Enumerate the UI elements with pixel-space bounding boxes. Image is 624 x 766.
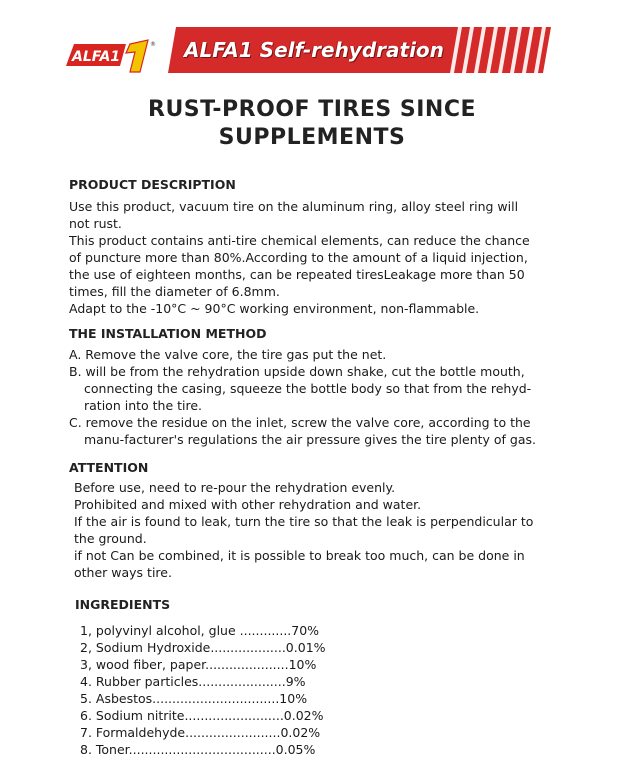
ingredient-item: 8. Toner.....................................0.05% [80, 742, 316, 757]
installation-step-b-continued: connecting the casing, squeeze the bottle body so that from the rehyd- [84, 381, 532, 396]
installation-step-a: A. Remove the valve core, the tire gas put the net. [69, 347, 387, 362]
banner-title: ALFA1 Self-rehydration [184, 38, 444, 62]
alfa1-logo [60, 38, 160, 74]
page-title [0, 96, 624, 152]
installation-step-b-continued: ration into the tire. [84, 398, 203, 413]
ingredient-item: 2, Sodium Hydroxide...................0.01% [80, 640, 326, 655]
attention-line: other ways tire. [74, 565, 172, 580]
ingredient-item: 3, wood fiber, paper.....................10% [80, 657, 317, 672]
ingredient-item: 1, polyvinyl alcohol, glue .............70% [80, 623, 320, 638]
installation-step-b: B. will be from the rehydration upside down shake, cut the bottle mouth, [69, 364, 525, 379]
installation-step-c-continued: manu-facturer's regulations the air pressure gives the tire plenty of gas. [84, 432, 537, 447]
product-description-heading: PRODUCT DESCRIPTION [69, 177, 236, 192]
attention-line: If the air is found to leak, turn the tire so that the leak is perpendicular to [74, 514, 534, 529]
ingredient-item: 5. Asbestos................................10% [80, 691, 308, 706]
installation-method-heading: THE INSTALLATION METHOD [69, 326, 267, 341]
logo-registered-mark: ® [150, 41, 156, 48]
ingredients-list [80, 622, 326, 758]
page-title-line-1: RUST-PROOF TIRES SINCE [148, 97, 476, 122]
ingredient-item: 6. Sodium nitrite.........................0.02% [80, 708, 324, 723]
description-line: This product contains anti-tire chemical elements, can reduce the chance [69, 233, 530, 248]
description-line: Use this product, vacuum tire on the aluminum ring, alloy steel ring will [69, 199, 519, 214]
attention-line: the ground. [74, 531, 147, 546]
page-title-line-2: SUPPLEMENTS [218, 125, 406, 150]
ingredients-heading: INGREDIENTS [75, 597, 171, 612]
installation-step-c: C. remove the residue on the inlet, screw the valve core, according to the [69, 415, 531, 430]
logo-text: ALFA1 [72, 49, 121, 65]
attention-line: Before use, need to re-pour the rehydration evenly. [74, 480, 396, 495]
description-line: the use of eighteen months, can be repeated tiresLeakage more than 50 [69, 267, 525, 282]
ingredient-item: 4. Rubber particles......................9% [80, 674, 306, 689]
attention-heading: ATTENTION [69, 460, 149, 475]
product-description-body [69, 198, 530, 317]
installation-method-body [69, 346, 536, 448]
description-line: not rust. [69, 216, 122, 231]
description-line: of puncture more than 80%.According to the amount of a liquid injection, [69, 250, 528, 265]
description-line: Adapt to the -10°C ~ 90°C working environment, non-flammable. [69, 301, 480, 316]
attention-line: Prohibited and mixed with other rehydration and water. [74, 497, 422, 512]
description-line: times, fill the diameter of 6.8mm. [69, 284, 280, 299]
attention-line: if not Can be combined, it is possible to break too much, can be done in [74, 548, 525, 563]
ingredient-item: 7. Formaldehyde........................0.02% [80, 725, 321, 740]
logo-numeral-one [126, 40, 148, 72]
attention-body [74, 479, 533, 581]
